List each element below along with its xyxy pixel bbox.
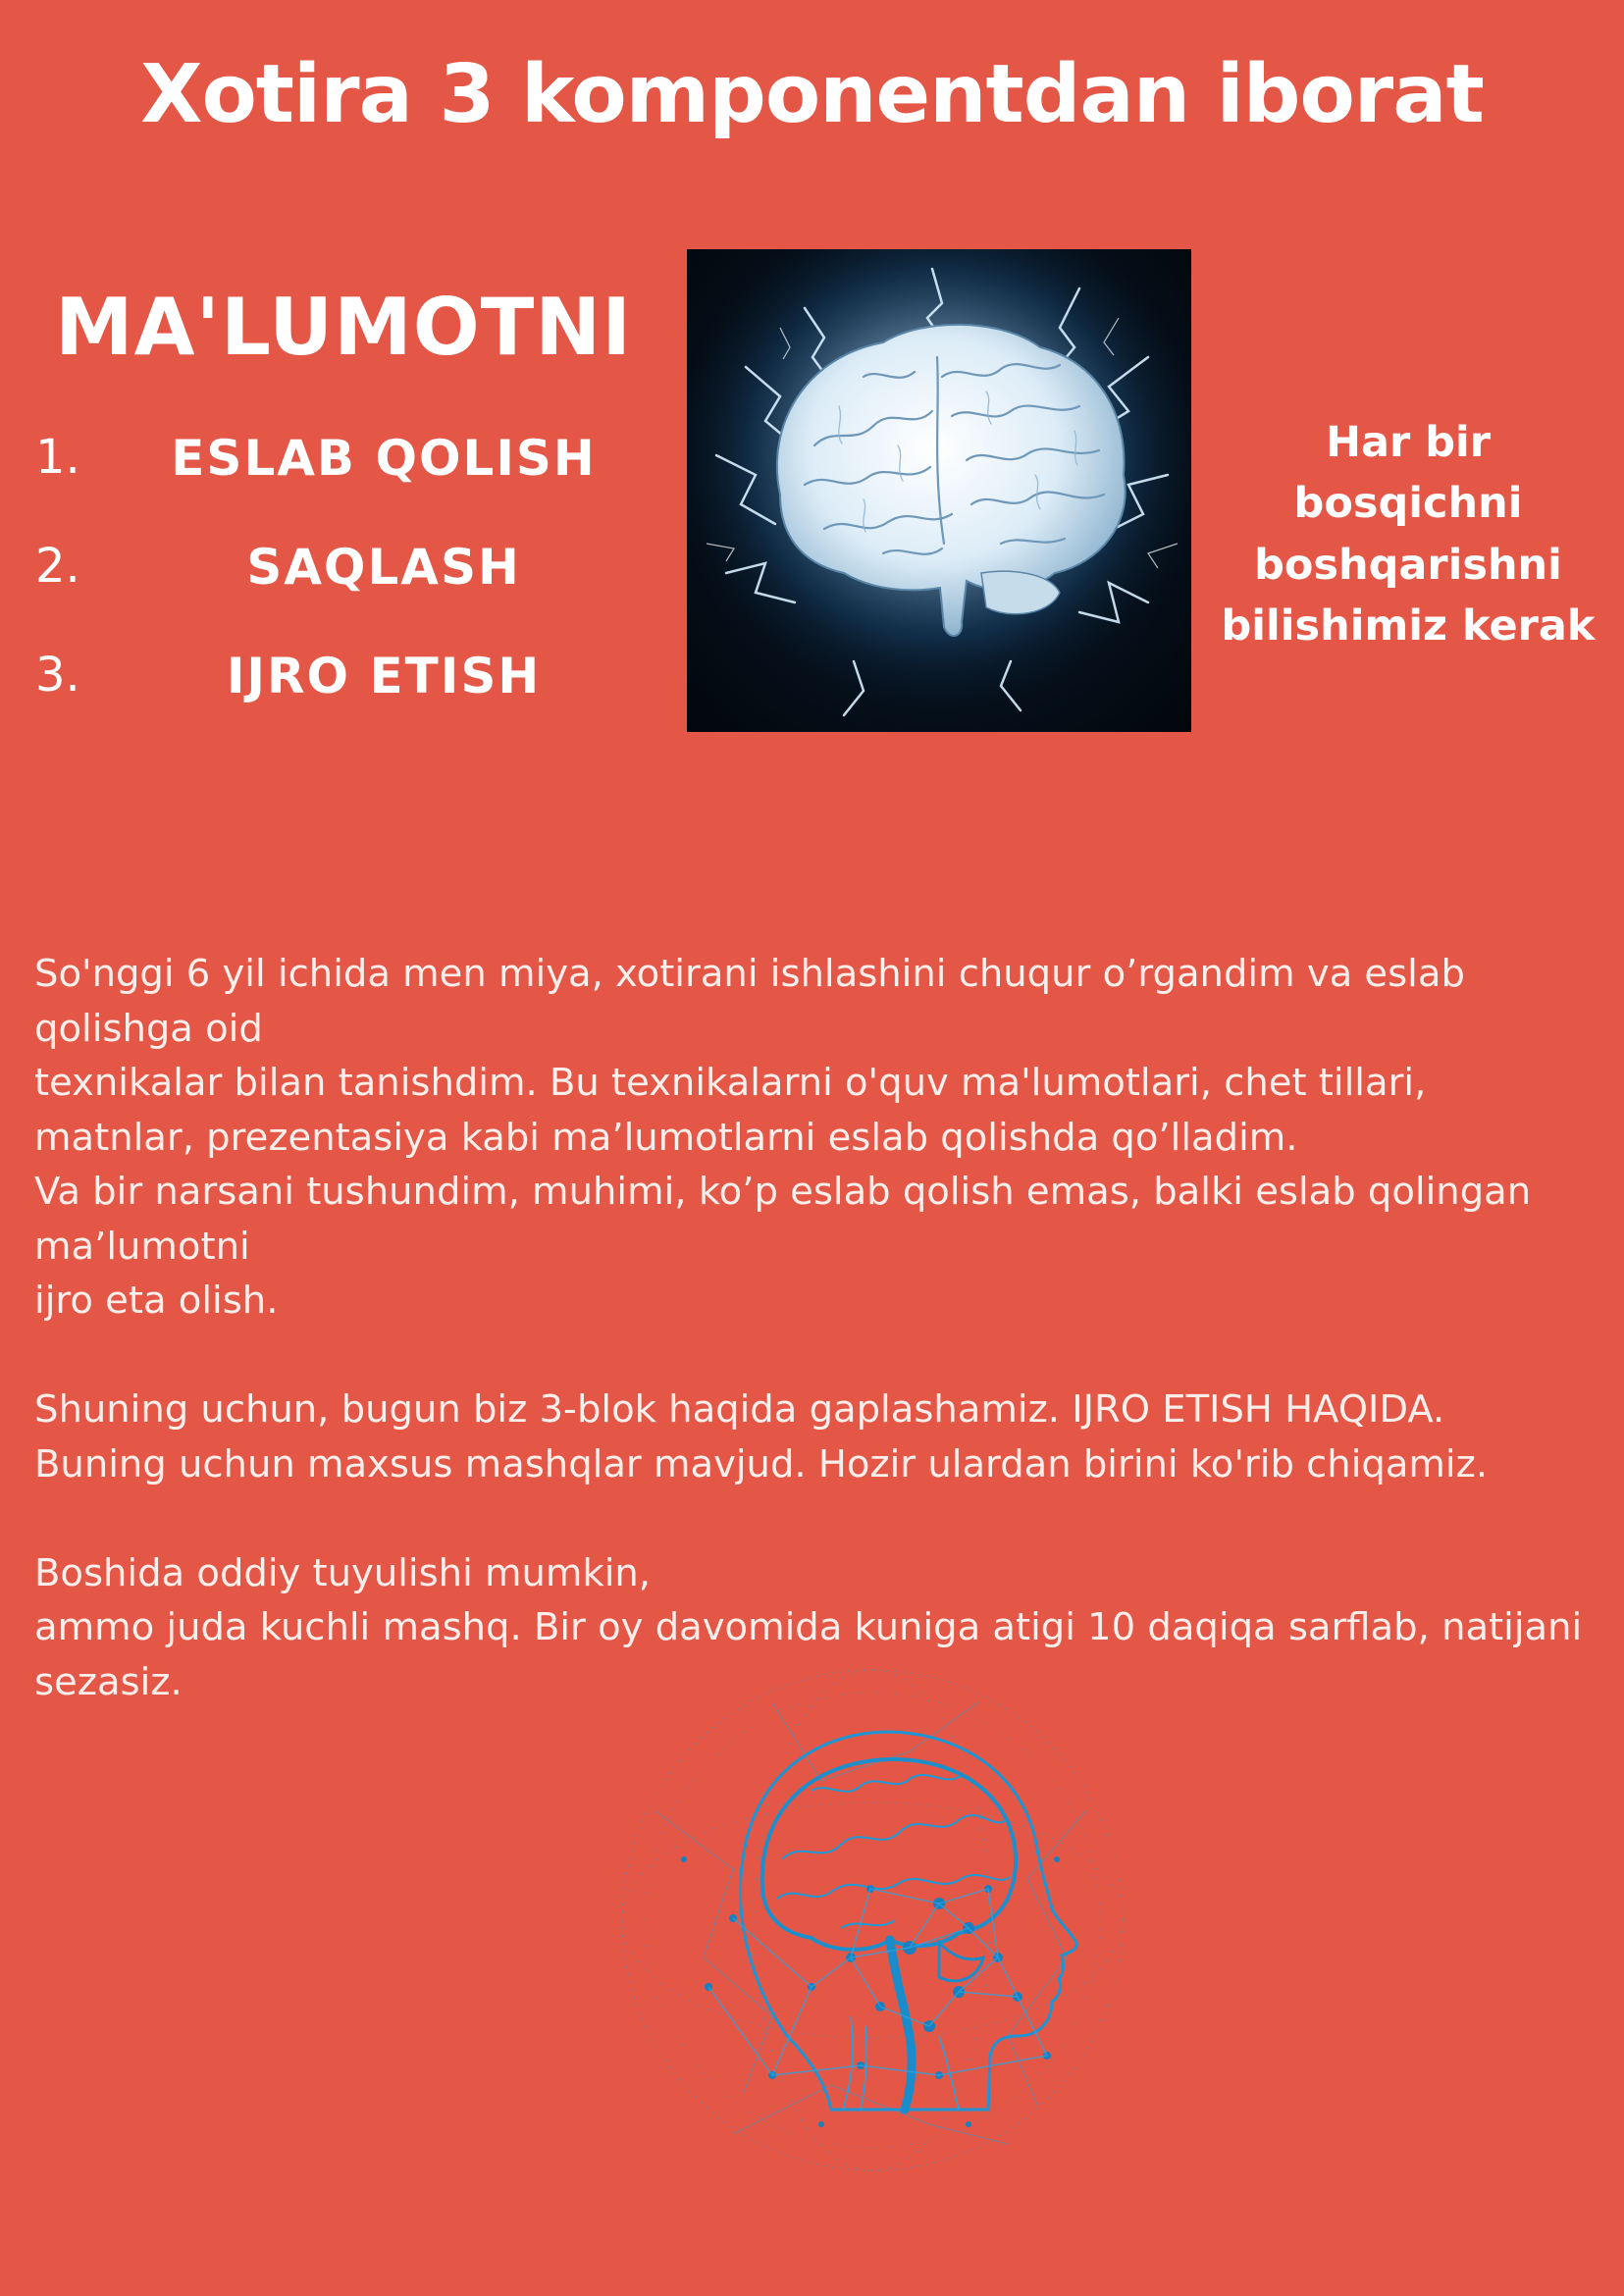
paragraph-gap [34,1491,1614,1546]
subject-heading: MA'LUMOTNI [54,282,632,373]
list-item [35,541,683,650]
page-title: Xotira 3 komponentdan iborat [140,48,1484,141]
step-number: 1. [35,430,80,485]
side-note-line: boshqarishni [1254,540,1562,590]
step-label: ESLAB QOLISH [171,430,597,487]
body-line: Buning uchun maxsus mashqlar mavjud. Hozir ulardan birini ko'rib chiqamiz. [34,1441,1489,1487]
side-note [1205,412,1611,656]
head-brain-network-image [615,1663,1130,2178]
body-line: ijro eta olish. [34,1278,279,1323]
step-number: 2. [35,539,80,594]
list-item [35,432,683,541]
step-label: IJRO ETISH [226,648,542,704]
steps-list [35,432,683,758]
paragraph-gap [34,1329,1614,1383]
body-line: Va bir narsani tushundim, muhimi, ko’p eslab qolish emas, balki eslab qolingan ma’lumotni [34,1170,1532,1269]
body-text [34,947,1614,1709]
step-label: SAQLASH [246,539,521,596]
glowing-brain-image [687,249,1191,732]
list-item [35,650,683,758]
side-note-line: bilishimiz kerak [1221,601,1596,652]
body-line: Shuning uchun, bugun biz 3-blok haqida gaplashamiz. IJRO ETISH HAQIDA. [34,1387,1445,1432]
body-line: matnlar, prezentasiya kabi ma’lumotlarni eslab qolishda qo’lladim. [34,1115,1298,1160]
side-note-line: Har bir bosqichni [1293,418,1523,529]
step-number: 3. [35,648,80,703]
body-line: ammo juda kuchli mashq. Bir oy davomida kuniga atigi 10 daqiqa sarflab, natijani sezasiz. [34,1605,1583,1704]
body-line: Boshida oddiy tuyulishi mumkin, [34,1550,652,1595]
body-line: So'nggi 6 yil ichida men miya, xotirani ishlashini chuqur o’rgandim va eslab qolishga oid [34,952,1465,1051]
body-line: texnikalar bilan tanishdim. Bu texnikalarni o'quv ma'lumotlari, chet tillari, [34,1061,1427,1105]
